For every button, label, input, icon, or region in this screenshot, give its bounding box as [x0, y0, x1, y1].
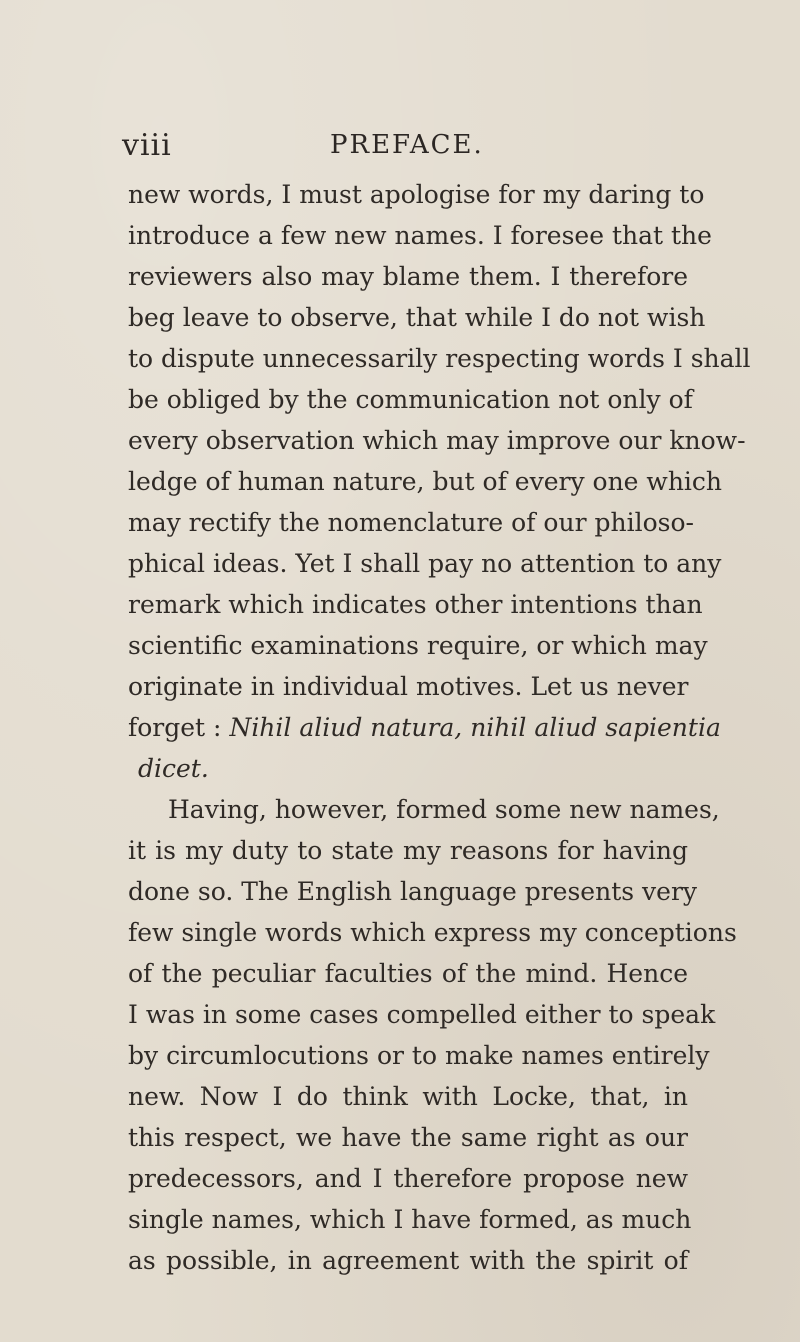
- text-line: beg leave to observe, that while I do not wish: [128, 303, 706, 332]
- text-line: introduce a few new names. I foresee that the: [128, 221, 712, 250]
- text-line: remark which indicates other intentions than: [128, 590, 703, 619]
- text-line: every observation which may improve our know-: [128, 426, 746, 455]
- page-number: viii: [122, 128, 172, 163]
- latin-quote-end: dicet.: [138, 754, 209, 783]
- quote-prefix: forget :: [128, 713, 222, 742]
- text-line: be obliged by the communication not only of: [128, 385, 693, 414]
- text-line: by circumlocutions or to make names entirely: [128, 1041, 710, 1070]
- quote-line: [128, 707, 721, 748]
- text-line: to dispute unnecessarily respecting words I shall: [128, 344, 751, 373]
- paragraph-1: [128, 174, 751, 789]
- text-line: phical ideas. Yet I shall pay no attention to any: [128, 549, 722, 578]
- text-line: reviewers also may blame them. I therefore: [128, 262, 688, 291]
- text-line: I was in some cases compelled either to speak: [128, 1000, 716, 1029]
- page-heading: PREFACE.: [330, 130, 484, 160]
- text-line: ledge of human nature, but of every one which: [128, 467, 723, 496]
- text-line: as possible, in agreement with the spirit of: [128, 1246, 688, 1275]
- text-line: this respect, we have the same right as our: [128, 1123, 688, 1152]
- text-line: it is my duty to state my reasons for having: [128, 836, 688, 865]
- running-head: [122, 128, 678, 168]
- text-line: new words, I must apologise for my daring to: [128, 180, 705, 209]
- text-line: of the peculiar faculties of the mind. Hence: [128, 959, 688, 988]
- text-line: may rectify the nomenclature of our philoso-: [128, 508, 694, 537]
- text-line: Having, however, formed some new names,: [168, 795, 720, 824]
- text-line: few single words which express my conceptions: [128, 918, 737, 947]
- text-line: predecessors, and I therefore propose new: [128, 1164, 688, 1193]
- text-line: new. Now I do think with Locke, that, in: [128, 1082, 688, 1111]
- text-line: single names, which I have formed, as much: [128, 1205, 692, 1234]
- text-line: scientific examinations require, or which may: [128, 631, 708, 660]
- text-line: done so. The English language presents very: [128, 877, 698, 906]
- text-line: originate in individual motives. Let us never: [128, 672, 689, 701]
- paragraph-2: [128, 789, 737, 1281]
- latin-quote: Nihil aliud natura, nihil aliud sapientia: [229, 713, 721, 742]
- body-text: [128, 174, 751, 1281]
